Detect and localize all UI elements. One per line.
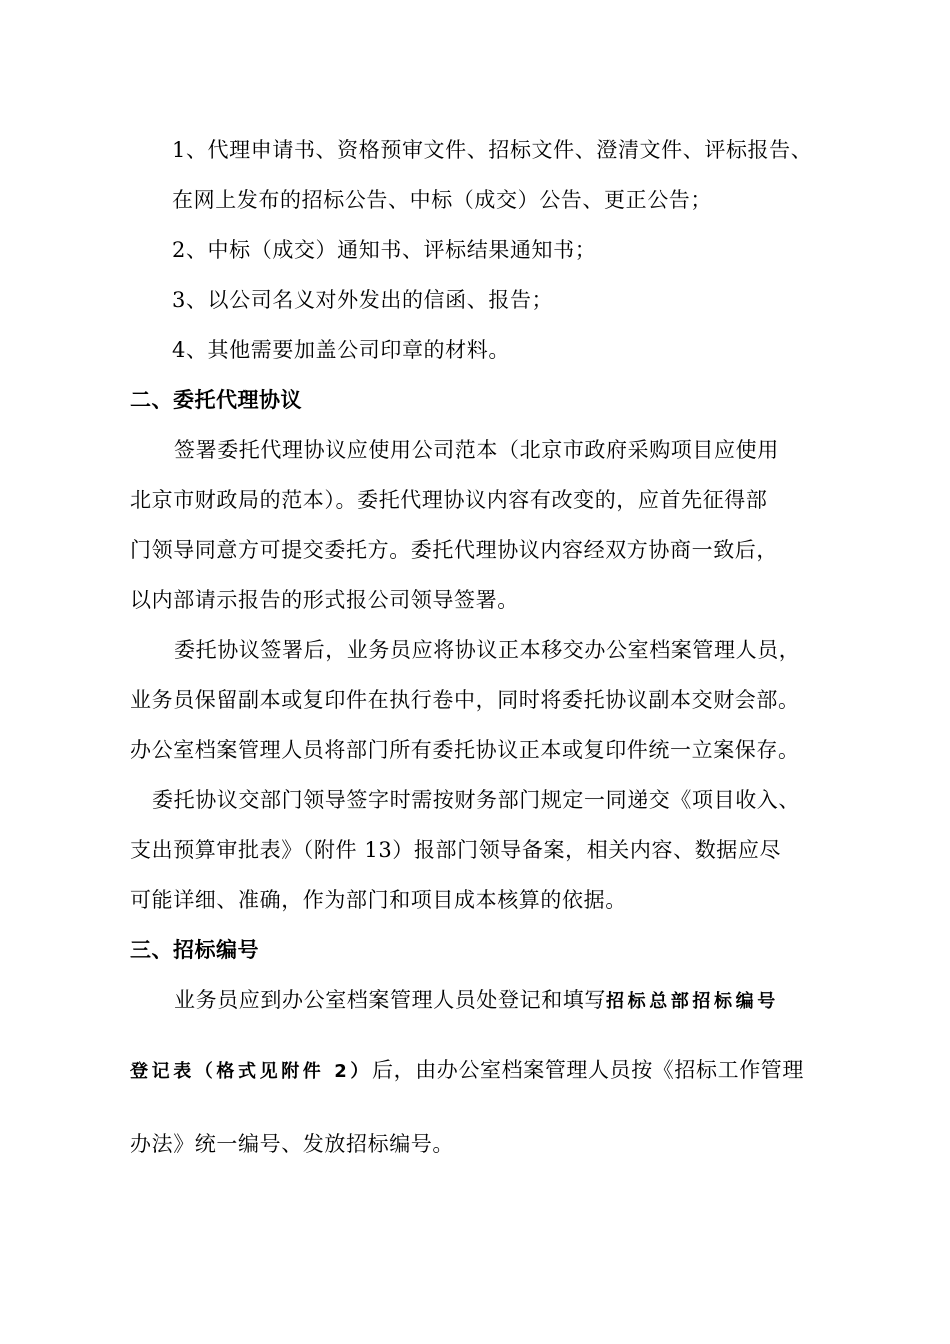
section-2-paragraph-1-line-1: 签署委托代理协议应使用公司范本（北京市政府采购项目应使用: [174, 438, 779, 462]
list-item-2: 2、中标（成交）通知书、评标结果通知书；: [172, 238, 597, 262]
registration-instruction-text: 业务员应到办公室档案管理人员处登记和填写: [174, 988, 606, 1012]
section-2-paragraph-3-line-2: 支出预算审批表》（附件 13）报部门领导备案，相关内容、数据应尽: [130, 838, 782, 862]
section-2-paragraph-2-line-3: 办公室档案管理人员将部门所有委托协议正本或复印件统一立案保存。: [130, 738, 800, 762]
registration-form-name: 招标总部招标编号: [606, 991, 779, 1012]
registration-form-reference: 登记表（格式见附件 2）: [130, 1061, 372, 1082]
list-item-1-line-2: 在网上发布的招标公告、中标（成交）公告、更正公告；: [172, 188, 712, 212]
section-2-paragraph-2-line-2: 业务员保留副本或复印件在执行卷中，同时将委托协议副本交财会部。: [130, 688, 800, 712]
section-2-paragraph-3-line-3: 可能详细、准确，作为部门和项目成本核算的依据。: [130, 888, 627, 912]
section-3-heading: 三、招标编号: [130, 938, 259, 962]
section-2-paragraph-3-line-1: 委托协议交部门领导签字时需按财务部门规定一同递交《项目收入、: [152, 788, 800, 812]
section-2-paragraph-1-line-3: 门领导同意方可提交委托方。委托代理协议内容经双方协商一致后，: [130, 538, 778, 562]
section-2-paragraph-1-line-2: 北京市财政局的范本）。委托代理协议内容有改变的，应首先征得部: [130, 488, 768, 512]
section-3-paragraph-line-1: [174, 986, 779, 1016]
section-3-paragraph-line-2: [130, 1056, 804, 1086]
list-item-3: 3、以公司名义对外发出的信函、报告；: [172, 288, 554, 312]
section-2-heading: 二、委托代理协议: [130, 388, 302, 412]
section-2-paragraph-1-line-4: 以内部请示报告的形式报公司领导签署。: [130, 588, 519, 612]
list-item-1-line-1: 1、代理申请书、资格预审文件、招标文件、澄清文件、评标报告、: [172, 138, 813, 162]
list-item-4: 4、其他需要加盖公司印章的材料。: [172, 338, 510, 362]
numbering-instruction-text: 后，由办公室档案管理人员按《招标工作管理: [372, 1058, 804, 1082]
section-2-paragraph-2-line-1: 委托协议签署后，业务员应将协议正本移交办公室档案管理人员，: [174, 638, 801, 662]
section-3-paragraph-line-3: 办法》统一编号、发放招标编号。: [130, 1132, 454, 1156]
